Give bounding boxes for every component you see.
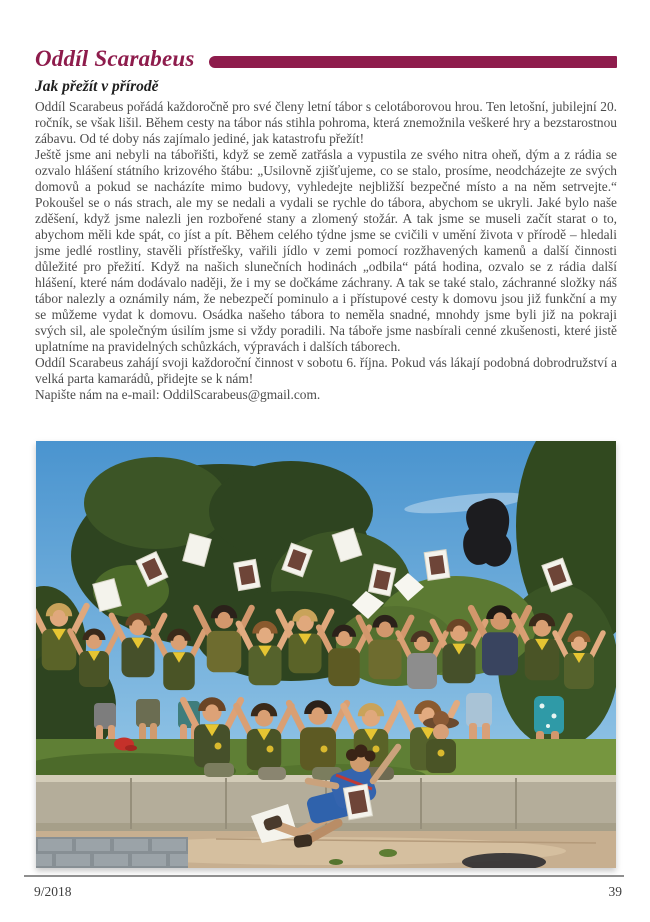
body-paragraph: Oddíl Scarabeus pořádá každoročně pro své členy letní tábor s celotáborovou hrou. Ten letošní, jubilejní 20. ročník, se však lišil. Během cesty na tábor nás stihla pohroma, která znemožnila veškeré hry a bezstarostnou zábavu. Od té doby nás zajímalo jediné, jak katastrofu přežít!: [35, 99, 617, 146]
issue-number: 9/2018: [34, 884, 72, 899]
page-footer: [24, 875, 624, 900]
page-header: [0, 0, 650, 72]
title-rule: [209, 56, 617, 68]
pavement: [36, 831, 616, 868]
page-number: 39: [608, 884, 622, 899]
group-photo: [36, 441, 616, 868]
body-paragraph: Ještě jsme ani nebyli na tábořišti, když se země zatřásla a vypustila ze svého nitra oheň, dým a z rádia se ozvalo hlášení státního krizového štábu: „Usilovně zjišťujeme, co se stalo, prosíme, neodcházejte ze svých domovů a pokud se nacházíte mimo budovy, vyhledejte nejbližší bezpečné místo a na něm setrvejte.“ Pokoušel se o nás strach, ale my se nedali a vydali se rychle do tábora, abychom se ukryli. Jaké bylo naše zděšení, když jsme nalezli jen rozbořené stany a zlomený stožár. A tak jsme se museli začít starat o to, abychom měli kde spát, co jíst a pít. Během celého týdne jsme se cvičili v umění života v přírodě – hledali jsme jedlé rostliny, stavěli přístřešky, vařili jídlo v zemi pomocí rozžhavených kamenů a další činnosti důležité pro přežití. Když na našich slunečních hodinách „odbila“ pátá hodina, ozvalo se z rádia další hlášení, které nám dodávalo naději, že i my se dočkáme záchrany. A tak se také stalo, záchranné složky náš tábor nalezly a oznámily nám, že nebezpečí pominulo a i přístupové cesty k domovu jsou již funkční a my se můžeme vydat k domovu. Osádka našeho tábora to neměla snadné, mnohdy jsme byli již na pokraji svých sil, ale společným úsilím jsme si vždy poradili. Na táboře jsme nasbírali cenné zkušenosti, které jistě uplatníme na pravidelných schůzkách, výpravách i dalších táborech.: [35, 147, 617, 354]
article: [35, 78, 617, 403]
page-title: Oddíl Scarabeus: [35, 46, 195, 71]
body-paragraph: Oddíl Scarabeus zahájí svoji každoroční činnost v sobotu 6. října. Pokud vás lákají podobná dobrodružství a velká parta kamarádů, přidejte se k nám!: [35, 355, 617, 386]
group-photo-illustration: [36, 441, 616, 868]
body-paragraph-email: Napište nám na e-mail: OddilScarabeus@gmail.com.: [35, 387, 321, 402]
article-heading: Jak přežít v přírodě: [35, 78, 159, 95]
thrown-jacket: [463, 498, 511, 566]
